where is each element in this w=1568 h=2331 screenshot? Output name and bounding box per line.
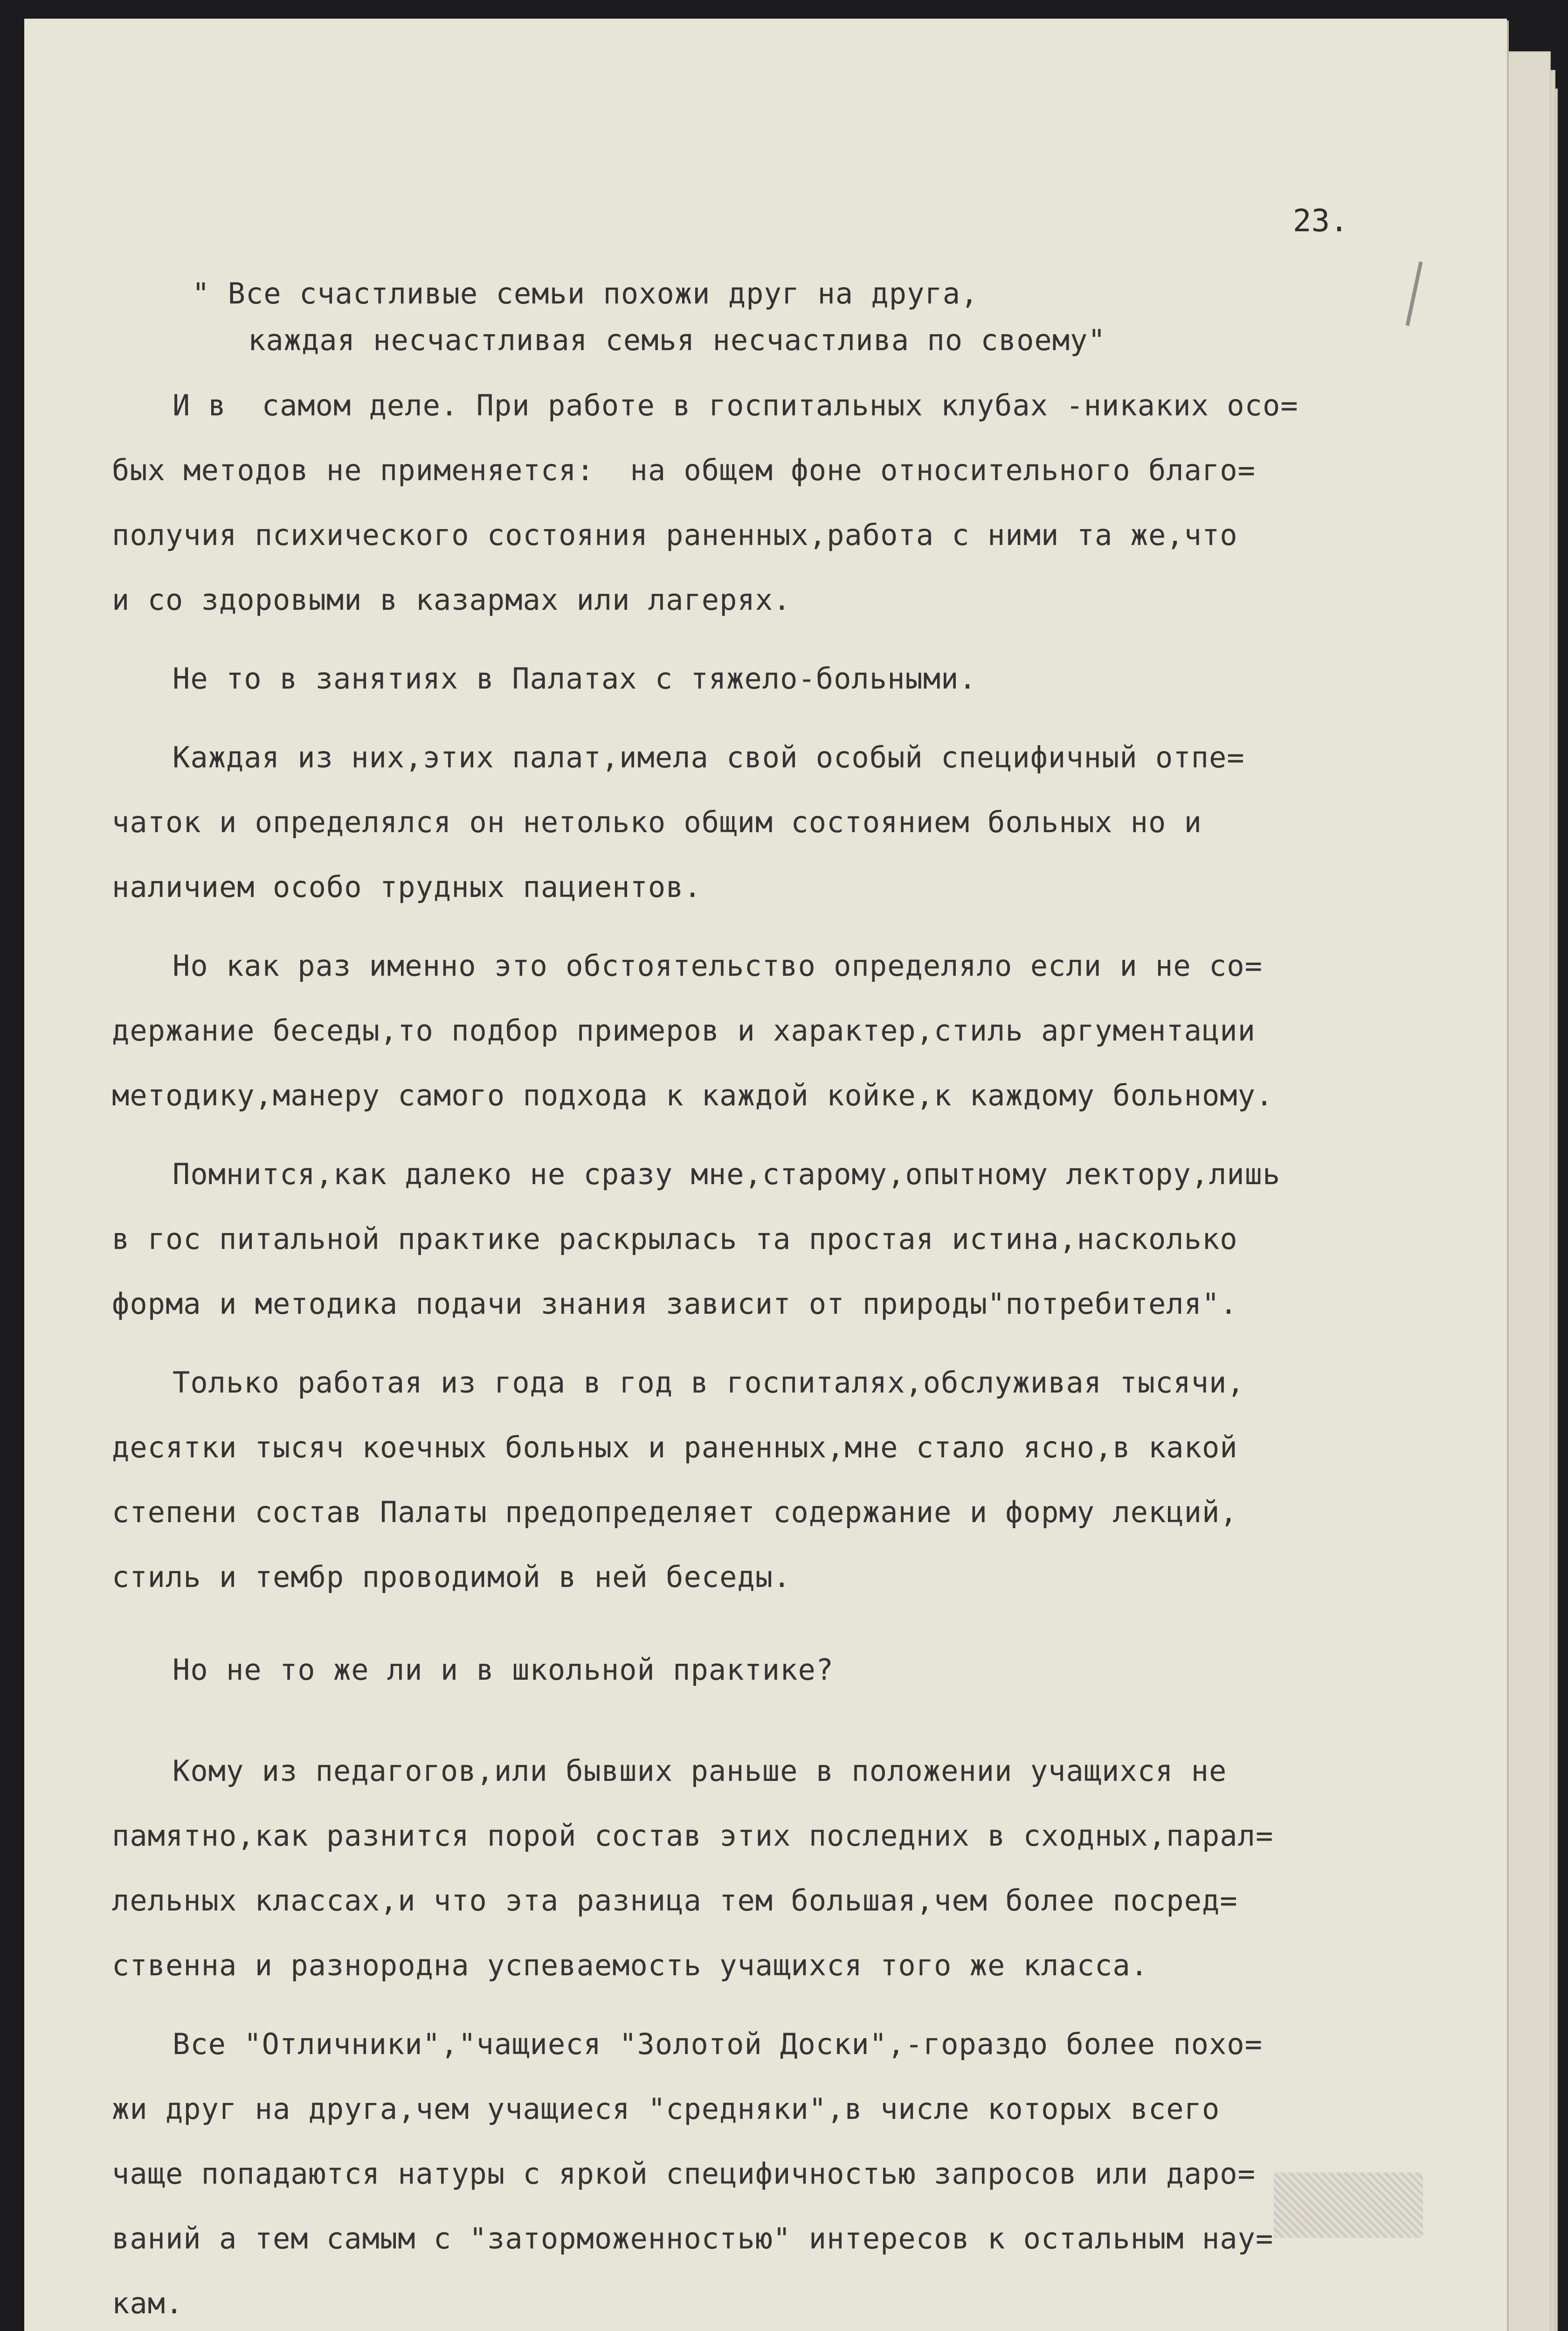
text-line: ваний а тем самым с "заторможенностью" интересов к остальным нау= <box>112 2221 1274 2255</box>
page-number: 23. <box>1292 203 1348 239</box>
text-line: методику,манеру самого подхода к каждой койке,к каждому больному. <box>112 1078 1274 1112</box>
paragraph <box>112 2012 1427 2331</box>
text-line: И в самом деле. При работе в госпитальных клубах -никаких осо= <box>173 388 1299 422</box>
epigraph <box>192 270 1498 364</box>
text-line: и со здоровыми в казармах или лагерях. <box>112 583 791 617</box>
text-line: наличием особо трудных пациентов. <box>112 870 702 904</box>
text-line: чаток и определялся он нетолько общим состоянием больных но и <box>112 805 1202 839</box>
paragraph <box>112 1637 1427 1702</box>
text-line: бых методов не применяется: на общем фоне относительного благо= <box>112 453 1256 487</box>
archive-stamp <box>1274 2172 1423 2238</box>
paragraph <box>112 1142 1427 1336</box>
paragraph <box>112 933 1427 1128</box>
text-line: форма и методика подачи знания зависит от природы"потребителя". <box>112 1287 1238 1321</box>
paragraph <box>112 725 1427 919</box>
text-line: кам. <box>112 2286 184 2320</box>
text-line: Но не то же ли и в школьной практике? <box>173 1653 834 1687</box>
paragraph <box>112 646 1427 711</box>
text-line: Но как раз именно это обстоятельство определяло если и не со= <box>173 949 1263 983</box>
text-line: Все "Отличники","чащиеся "Золотой Доски",-гораздо более похо= <box>173 2027 1263 2061</box>
text-line: получия психического состояния раненных,работа с ними та же,что <box>112 518 1238 552</box>
paragraph <box>112 373 1427 632</box>
body-text <box>112 373 1427 2331</box>
text-line: держание беседы,то подбор примеров и характер,стиль аргументации <box>112 1014 1256 1048</box>
text-line: чаще попадаются натуры с яркой специфичностью запросов или даро= <box>112 2157 1256 2191</box>
paragraph <box>112 1350 1427 1609</box>
text-line: в гос питальной практике раскрылась та простая истина,насколько <box>112 1222 1238 1256</box>
text-line: стиль и тембр проводимой в ней беседы. <box>112 1560 791 1594</box>
paper-stack <box>24 19 1563 2331</box>
text-line: Только работая из года в год в госпиталях,обслуживая тысячи, <box>173 1365 1245 1400</box>
text-line: Каждая из них,этих палат,имела свой особый специфичный отпе= <box>173 740 1245 774</box>
text-line: Помнится,как далеко не сразу мне,старому,опытному лектору,лишь <box>173 1157 1281 1191</box>
text-line: Кому из педагогов,или бывших раньше в положении учащихся не <box>173 1754 1227 1788</box>
text-line: ственна и разнородна успеваемость учащихся того же класса. <box>112 1948 1148 1982</box>
text-line: степени состав Палаты предопределяет содержание и форму лекций, <box>112 1495 1238 1529</box>
paragraph <box>112 1738 1427 1998</box>
text-line: Не то в занятиях в Палатах с тяжело-больными. <box>173 662 977 696</box>
text-line: памятно,как разнится порой состав этих последних в сходных,парал= <box>112 1819 1274 1853</box>
text-line: десятки тысяч коечных больных и раненных,мне стало ясно,в какой <box>112 1430 1238 1464</box>
text-line: жи друг на друга,чем учащиеся "средняки",в числе которых всего <box>112 2092 1220 2126</box>
typewritten-page <box>24 19 1507 2331</box>
epigraph-line: " Все счастливые семьи похожи друг на друга, <box>192 276 979 310</box>
text-line: лельных классах,и что эта разница тем большая,чем более посред= <box>112 1883 1238 1917</box>
epigraph-line: каждая несчастливая семья несчастлива по своему" <box>248 323 1106 357</box>
